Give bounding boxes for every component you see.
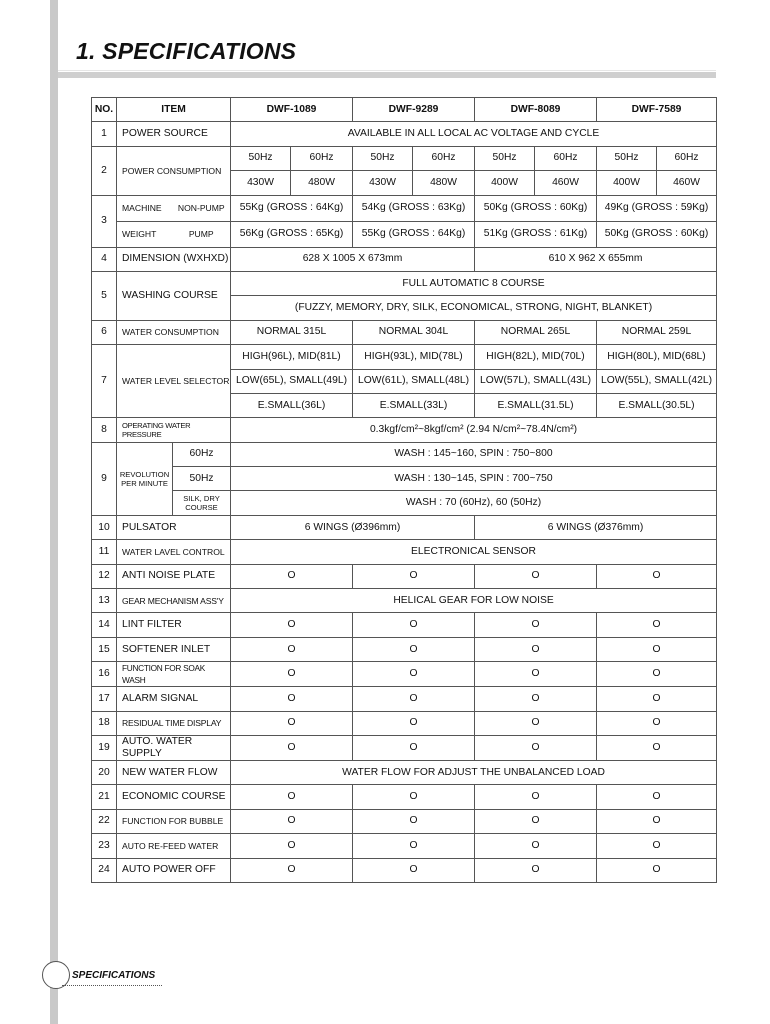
row-no: 24 — [92, 858, 117, 882]
row-no: 6 — [92, 320, 117, 344]
mark-cell: O — [475, 662, 597, 687]
mark-cell: O — [353, 564, 475, 588]
table-row — [92, 247, 717, 271]
row-value: HELICAL GEAR FOR LOW NOISE — [231, 589, 717, 613]
table-row — [92, 662, 717, 687]
table-row — [92, 613, 717, 637]
mark-cell: O — [475, 613, 597, 637]
row-item — [117, 442, 173, 515]
mark-cell: O — [231, 637, 353, 661]
table-row — [92, 221, 717, 247]
table-row — [92, 515, 717, 539]
row-item: POWER CONSUMPTION — [117, 146, 231, 195]
row-item: SOFTENER INLET — [117, 637, 231, 661]
row-item: ECONOMIC COURSE — [117, 785, 231, 809]
row-no: 18 — [92, 711, 117, 735]
level-cell: LOW(57L), SMALL(43L) — [475, 369, 597, 393]
mark-cell: O — [597, 735, 717, 760]
mark-cell: O — [597, 809, 717, 833]
hz-cell: 60Hz — [413, 146, 475, 170]
row-item: WASHING COURSE — [117, 271, 231, 320]
mark-cell: O — [475, 809, 597, 833]
table-row — [92, 711, 717, 735]
hz-cell: 60Hz — [535, 146, 597, 170]
header-model: DWF-1089 — [231, 98, 353, 122]
row-item: AUTO. WATER SUPPLY — [117, 735, 231, 760]
mark-cell: O — [231, 564, 353, 588]
weight-cell: 50Kg (GROSS : 60Kg) — [475, 195, 597, 221]
row-value: NORMAL 265L — [475, 320, 597, 344]
mark-cell: O — [597, 564, 717, 588]
mark-cell: O — [597, 637, 717, 661]
row-item: PULSATOR — [117, 515, 231, 539]
hz-cell: 60Hz — [291, 146, 353, 170]
mark-cell: O — [353, 809, 475, 833]
level-cell: HIGH(80L), MID(68L) — [597, 345, 717, 369]
row-item-line: PER MINUTE — [121, 478, 168, 488]
mark-cell: O — [353, 662, 475, 687]
hz-cell: 50Hz — [597, 146, 657, 170]
hz-cell: 60Hz — [657, 146, 717, 170]
mark-cell: O — [353, 735, 475, 760]
row-no: 12 — [92, 564, 117, 588]
table-row — [92, 809, 717, 833]
row-subitem: PUMP — [173, 221, 231, 247]
row-no: 17 — [92, 687, 117, 711]
header-model: DWF-9289 — [353, 98, 475, 122]
row-no: 19 — [92, 735, 117, 760]
table-row — [92, 271, 717, 295]
row-value: NORMAL 259L — [597, 320, 717, 344]
mark-cell: O — [475, 711, 597, 735]
hz-cell: 50Hz — [353, 146, 413, 170]
table-row — [92, 442, 717, 466]
mark-cell: O — [231, 785, 353, 809]
header-no: NO. — [92, 98, 117, 122]
mark-cell: O — [353, 858, 475, 882]
weight-cell: 49Kg (GROSS : 59Kg) — [597, 195, 717, 221]
row-no: 1 — [92, 122, 117, 146]
table-row — [92, 540, 717, 564]
table-row — [92, 637, 717, 661]
row-item: FUNCTION FOR BUBBLE — [117, 809, 231, 833]
mark-cell: O — [597, 613, 717, 637]
row-value: WASH : 70 (60Hz), 60 (50Hz) — [231, 491, 717, 515]
level-cell: HIGH(93L), MID(78L) — [353, 345, 475, 369]
row-no: 2 — [92, 146, 117, 195]
weight-cell: 50Kg (GROSS : 60Kg) — [597, 221, 717, 247]
mark-cell: O — [231, 858, 353, 882]
mark-cell: O — [475, 687, 597, 711]
row-item: ANTI NOISE PLATE — [117, 564, 231, 588]
mark-cell: O — [597, 834, 717, 858]
level-cell: E.SMALL(31.5L) — [475, 393, 597, 417]
watt-cell: 400W — [597, 171, 657, 195]
table-row — [92, 418, 717, 442]
weight-cell: 55Kg (GROSS : 64Kg) — [231, 195, 353, 221]
row-value: 0.3kgf/cm²~8kgf/cm² (2.94 N/cm²~78.4N/cm²) — [231, 418, 717, 442]
weight-cell: 55Kg (GROSS : 64Kg) — [353, 221, 475, 247]
header-model: DWF-7589 — [597, 98, 717, 122]
mark-cell: O — [597, 662, 717, 687]
row-item: WEIGHT — [117, 221, 173, 247]
level-cell: LOW(65L), SMALL(49L) — [231, 369, 353, 393]
watt-cell: 430W — [353, 171, 413, 195]
footer-rule — [62, 985, 162, 986]
title-rule-line — [58, 70, 716, 71]
row-no: 4 — [92, 247, 117, 271]
table-row — [92, 320, 717, 344]
row-value: WASH : 130~145, SPIN : 700~750 — [231, 467, 717, 491]
watt-cell: 400W — [475, 171, 535, 195]
row-no: 16 — [92, 662, 117, 687]
mark-cell: O — [353, 637, 475, 661]
mark-cell: O — [475, 735, 597, 760]
mark-cell: O — [597, 687, 717, 711]
row-item: WATER LAVEL CONTROL — [117, 540, 231, 564]
hz-cell: 50Hz — [475, 146, 535, 170]
footer-label: SPECIFICATIONS — [72, 970, 156, 981]
row-item: POWER SOURCE — [117, 122, 231, 146]
row-item: GEAR MECHANISM ASS'Y — [117, 589, 231, 613]
row-no: 9 — [92, 442, 117, 515]
row-value: AVAILABLE IN ALL LOCAL AC VOLTAGE AND CYCLE — [231, 122, 717, 146]
row-value: 628 X 1005 X 673mm — [231, 247, 475, 271]
row-no: 23 — [92, 834, 117, 858]
row-item: WATER LEVEL SELECTOR — [117, 345, 231, 418]
mark-cell: O — [231, 809, 353, 833]
level-cell: HIGH(82L), MID(70L) — [475, 345, 597, 369]
row-value: WATER FLOW FOR ADJUST THE UNBALANCED LOAD — [231, 760, 717, 784]
level-cell: E.SMALL(33L) — [353, 393, 475, 417]
header-item: ITEM — [117, 98, 231, 122]
left-margin-bar — [50, 0, 58, 1024]
row-item: AUTO POWER OFF — [117, 858, 231, 882]
table-row — [92, 345, 717, 369]
mark-cell: O — [231, 735, 353, 760]
mark-cell: O — [597, 858, 717, 882]
row-value: FULL AUTOMATIC 8 COURSE — [231, 271, 717, 295]
watt-cell: 480W — [291, 171, 353, 195]
mark-cell: O — [475, 858, 597, 882]
level-cell: LOW(55L), SMALL(42L) — [597, 369, 717, 393]
page-title: 1. SPECIFICATIONS — [76, 38, 297, 64]
mark-cell: O — [353, 785, 475, 809]
row-subitem: 50Hz — [173, 467, 231, 491]
row-subitem: 60Hz — [173, 442, 231, 466]
table-row — [92, 858, 717, 882]
row-no: 8 — [92, 418, 117, 442]
row-value: 6 WINGS (Ø396mm) — [231, 515, 475, 539]
specifications-table — [91, 97, 717, 883]
table-row — [92, 491, 717, 515]
table-row — [92, 146, 717, 170]
table-row — [92, 785, 717, 809]
watt-cell: 480W — [413, 171, 475, 195]
mark-cell: O — [475, 637, 597, 661]
table-row — [92, 760, 717, 784]
row-no: 10 — [92, 515, 117, 539]
row-item-line: REVOLUTION — [119, 469, 170, 479]
row-item: OPERATING WATER PRESSURE — [117, 418, 231, 442]
level-cell: E.SMALL(30.5L) — [597, 393, 717, 417]
watt-cell: 430W — [231, 171, 291, 195]
weight-cell: 54Kg (GROSS : 63Kg) — [353, 195, 475, 221]
row-subitem: NON-PUMP — [173, 195, 231, 221]
mark-cell: O — [475, 564, 597, 588]
row-no: 7 — [92, 345, 117, 418]
mark-cell: O — [597, 785, 717, 809]
row-item: DIMENSION (WXHXD) — [117, 247, 231, 271]
row-item: AUTO RE-FEED WATER — [117, 834, 231, 858]
row-no: 13 — [92, 589, 117, 613]
mark-cell: O — [231, 711, 353, 735]
row-value: 6 WINGS (Ø376mm) — [475, 515, 717, 539]
row-value: (FUZZY, MEMORY, DRY, SILK, ECONOMICAL, STRONG, NIGHT, BLANKET) — [231, 296, 717, 320]
row-value: NORMAL 304L — [353, 320, 475, 344]
row-no: 22 — [92, 809, 117, 833]
hz-cell: 50Hz — [231, 146, 291, 170]
level-cell: E.SMALL(36L) — [231, 393, 353, 417]
mark-cell: O — [475, 834, 597, 858]
row-item: WATER CONSUMPTION — [117, 320, 231, 344]
row-item: RESIDUAL TIME DISPLAY — [117, 711, 231, 735]
row-no: 3 — [92, 195, 117, 247]
row-no: 20 — [92, 760, 117, 784]
table-row — [92, 467, 717, 491]
header-model: DWF-8089 — [475, 98, 597, 122]
table-row — [92, 687, 717, 711]
row-no: 11 — [92, 540, 117, 564]
row-value: 610 X 962 X 655mm — [475, 247, 717, 271]
header-row — [92, 98, 717, 122]
mark-cell: O — [353, 687, 475, 711]
mark-cell: O — [597, 711, 717, 735]
mark-cell: O — [353, 711, 475, 735]
row-no: 14 — [92, 613, 117, 637]
row-no: 21 — [92, 785, 117, 809]
mark-cell: O — [353, 834, 475, 858]
row-item: FUNCTION FOR SOAK WASH — [117, 662, 231, 687]
level-cell: LOW(61L), SMALL(48L) — [353, 369, 475, 393]
row-value: WASH : 145~160, SPIN : 750~800 — [231, 442, 717, 466]
table-row — [92, 564, 717, 588]
table-row — [92, 195, 717, 221]
table-row — [92, 122, 717, 146]
row-item: MACHINE — [117, 195, 173, 221]
weight-cell: 56Kg (GROSS : 65Kg) — [231, 221, 353, 247]
row-no: 5 — [92, 271, 117, 320]
row-item: ALARM SIGNAL — [117, 687, 231, 711]
watt-cell: 460W — [535, 171, 597, 195]
table-row — [92, 735, 717, 760]
mark-cell: O — [353, 613, 475, 637]
mark-cell: O — [475, 785, 597, 809]
row-value: NORMAL 315L — [231, 320, 353, 344]
table-row — [92, 589, 717, 613]
weight-cell: 51Kg (GROSS : 61Kg) — [475, 221, 597, 247]
mark-cell: O — [231, 662, 353, 687]
mark-cell: O — [231, 613, 353, 637]
watt-cell: 460W — [657, 171, 717, 195]
table-row — [92, 834, 717, 858]
row-item: LINT FILTER — [117, 613, 231, 637]
title-rule — [58, 72, 716, 78]
row-no: 15 — [92, 637, 117, 661]
mark-cell: O — [231, 687, 353, 711]
row-value: ELECTRONICAL SENSOR — [231, 540, 717, 564]
row-subitem: SILK, DRY COURSE — [173, 491, 231, 515]
level-cell: HIGH(96L), MID(81L) — [231, 345, 353, 369]
mark-cell: O — [231, 834, 353, 858]
row-item: NEW WATER FLOW — [117, 760, 231, 784]
